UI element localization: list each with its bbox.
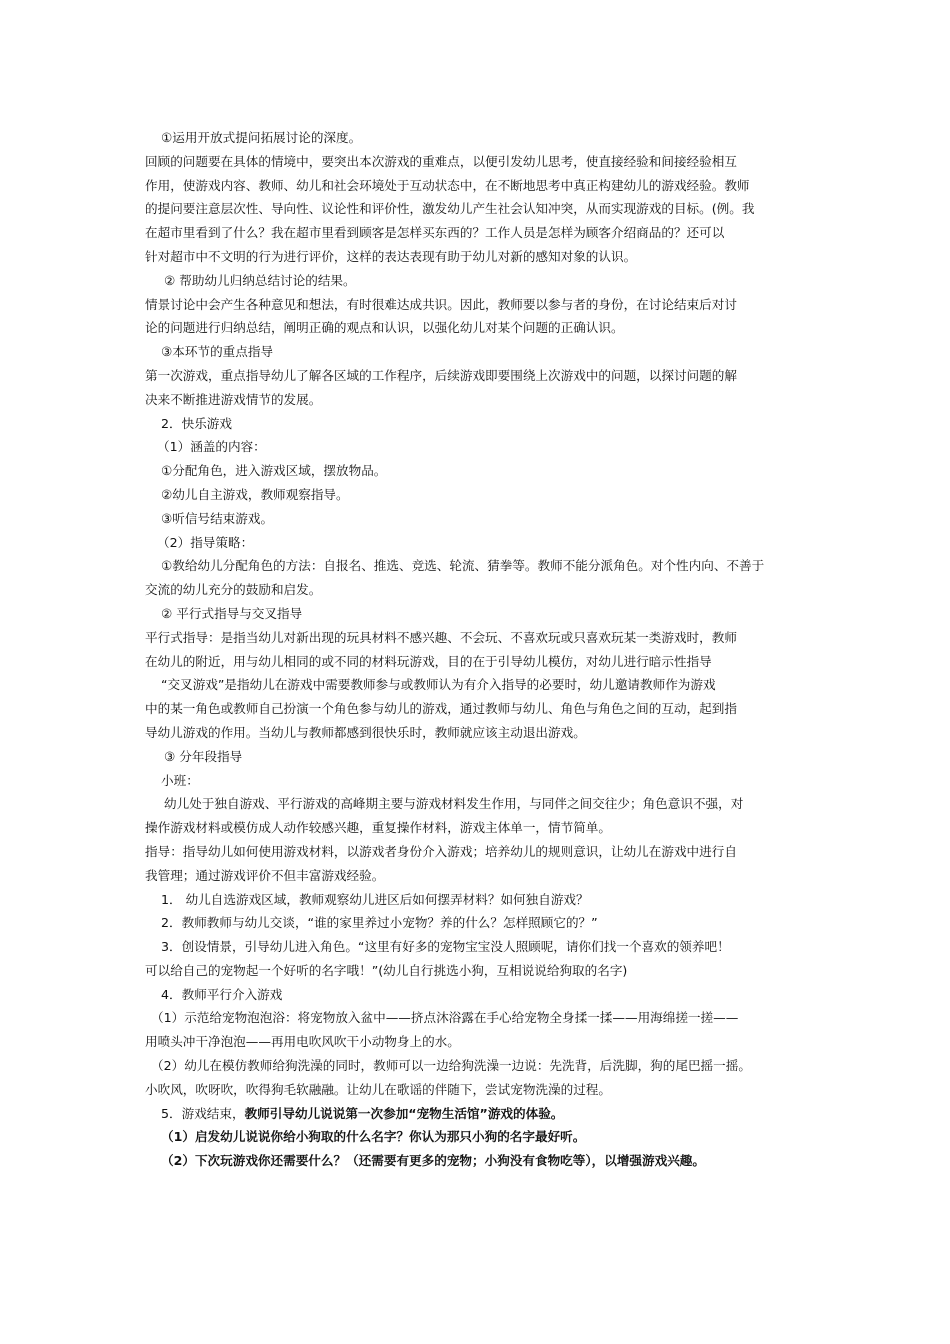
paragraph-line: 平行式指导：是指当幼儿对新出现的玩具材料不感兴趣、不会玩、不喜欢玩或只喜欢玩某一类游戏时，教师: [145, 629, 737, 645]
paragraph-line: 回顾的问题要在具体的情境中，要突出本次游戏的重难点，以便引发幼儿思考，使直接经验和间接经验相互: [145, 153, 737, 169]
paragraph-line: ①教给幼儿分配角色的方法：自报名、推选、竞选、轮流、猜拳等。教师不能分派角色。对个性内向、不善于: [161, 558, 765, 574]
paragraph-line: （2）幼儿在模仿教师给狗洗澡的同时，教师可以一边给狗洗澡一边说：先洗背，后洗脚，狗的尾巴摇一摇。: [151, 1058, 751, 1074]
paragraph-line: 作用，使游戏内容、教师、幼儿和社会环境处于互动状态中，在不断地思考中真正构建幼儿的游戏经验。教师: [145, 177, 750, 193]
bold-paragraph-line: （2）下次玩游戏你还需要什么？（还需要有更多的宠物；小狗没有食物吃等），以增强游戏兴趣。: [161, 1153, 705, 1169]
paragraph-line: 论的问题进行归纳总结，阐明正确的观点和认识，以强化幼儿对某个问题的正确认识。: [145, 320, 624, 336]
paragraph-line: （1）示范给宠物泡泡浴：将宠物放入盆中——挤点沐浴露在手心给宠物全身揉一揉——用海绵搓一搓——: [151, 1010, 739, 1026]
paragraph-line: 在幼儿的附近，用与幼儿相同的或不同的材料玩游戏，目的在于引导幼儿模仿，对幼儿进行暗示性指导: [145, 653, 712, 669]
paragraph-line: 在超市里看到了什么？我在超市里看到顾客是怎样买东西的？工作人员是怎样为顾客介绍商品的？还可以: [145, 225, 725, 241]
paragraph-line: ②幼儿自主游戏，教师观察指导。: [161, 486, 349, 502]
paragraph-line: ③本环节的重点指导: [161, 344, 274, 360]
paragraph-line: [145, 1102, 813, 1126]
paragraph-line: ③听信号结束游戏。: [161, 510, 274, 526]
paragraph-line: “交叉游戏”是指幼儿在游戏中需要教师参与或教师认为有介入指导的必要时，幼儿邀请教师作为游戏: [161, 677, 716, 693]
paragraph-line: ③ 分年段指导: [164, 748, 243, 764]
paragraph-line: （2）指导策略：: [157, 534, 254, 550]
paragraph-line: ①分配角色，进入游戏区域，摆放物品。: [161, 463, 387, 479]
paragraph-line: 情景讨论中会产生各种意见和想法，有时很难达成共识。因此，教师要以参与者的身份，在讨论结束后对讨: [145, 296, 737, 312]
paragraph-line: ①运用开放式提问拓展讨论的深度。: [161, 130, 362, 145]
paragraph-line: 4．教师平行介入游戏: [161, 986, 283, 1002]
paragraph-line: ② 平行式指导与交叉指导: [161, 605, 303, 621]
paragraph-line: 2．教师教师与幼儿交谈，“谁的家里养过小宠物？养的什么？怎样照顾它的？”: [161, 915, 598, 931]
paragraph-line: 1． 幼儿自选游戏区域，教师观察幼儿进区后如何摆弄材料？如何独自游戏？: [161, 891, 589, 907]
paragraph-line: （1）涵盖的内容：: [157, 439, 266, 455]
bold-text: 教师引导幼儿说说第一次参加“宠物生活馆”游戏的体验。: [244, 1105, 564, 1121]
paragraph-line: 针对超市中不文明的行为进行评价，这样的表达表现有助于幼儿对新的感知对象的认识。: [145, 248, 637, 264]
paragraph-line: 幼儿处于独自游戏、平行游戏的高峰期主要与游戏材料发生作用，与同伴之间交往少；角色意识不强，对: [164, 796, 744, 812]
paragraph-line: 用喷头冲干净泡泡——再用电吹风吹干小动物身上的水。: [145, 1034, 460, 1050]
paragraph-line: ② 帮助幼儿归纳总结讨论的结果。: [164, 272, 356, 288]
plain-lead-text: 5．游戏结束，: [161, 1105, 245, 1121]
paragraph-line: 3．创设情景，引导幼儿进入角色。“这里有好多的宠物宝宝没人照顾呢，请你们找一个喜欢的领养吧！: [161, 939, 730, 955]
bold-paragraph-line: （1）启发幼儿说说你给小狗取的什么名字？你认为那只小狗的名字最好听。: [161, 1129, 586, 1145]
paragraph-line: 导幼儿游戏的作用。当幼儿与教师都感到很快乐时，教师就应该主动退出游戏。: [145, 724, 586, 740]
paragraph-line: 中的某一角色或教师自己扮演一个角色参与幼儿的游戏，通过教师与幼儿、角色与角色之间的互动，起到指: [145, 701, 737, 717]
paragraph-line: 小班：: [161, 772, 199, 788]
document-body: [145, 126, 813, 1173]
paragraph-line: 操作游戏材料或模仿成人动作较感兴趣，重复操作材料，游戏主体单一，情节简单。: [145, 820, 611, 836]
paragraph-line: 交流的幼儿充分的鼓励和启发。: [145, 582, 322, 598]
paragraph-line: 决来不断推进游戏情节的发展。: [145, 391, 322, 407]
paragraph-line: 小吹风，吹呀吹，吹得狗毛软融融。让幼儿在歌谣的伴随下，尝试宠物洗澡的过程。: [145, 1081, 611, 1097]
paragraph-line: 可以给自己的宠物起一个好听的名字哦！”(幼儿自行挑选小狗，互相说说给狗取的名字): [145, 962, 628, 978]
paragraph-line: 第一次游戏，重点指导幼儿了解各区域的工作程序，后续游戏即要围绕上次游戏中的问题，以探讨问题的解: [145, 367, 737, 383]
paragraph-line: 我管理；通过游戏评价不但丰富游戏经验。: [145, 867, 385, 883]
paragraph-line: 的提问要注意层次性、导向性、议论性和评价性，激发幼儿产生社会认知冲突，从而实现游戏的目标。(例。我: [145, 201, 755, 217]
section-heading: 2．快乐游戏: [161, 415, 232, 431]
paragraph-line: 指导：指导幼儿如何使用游戏材料，以游戏者身份介入游戏；培养幼儿的规则意识，让幼儿在游戏中进行自: [145, 843, 737, 859]
